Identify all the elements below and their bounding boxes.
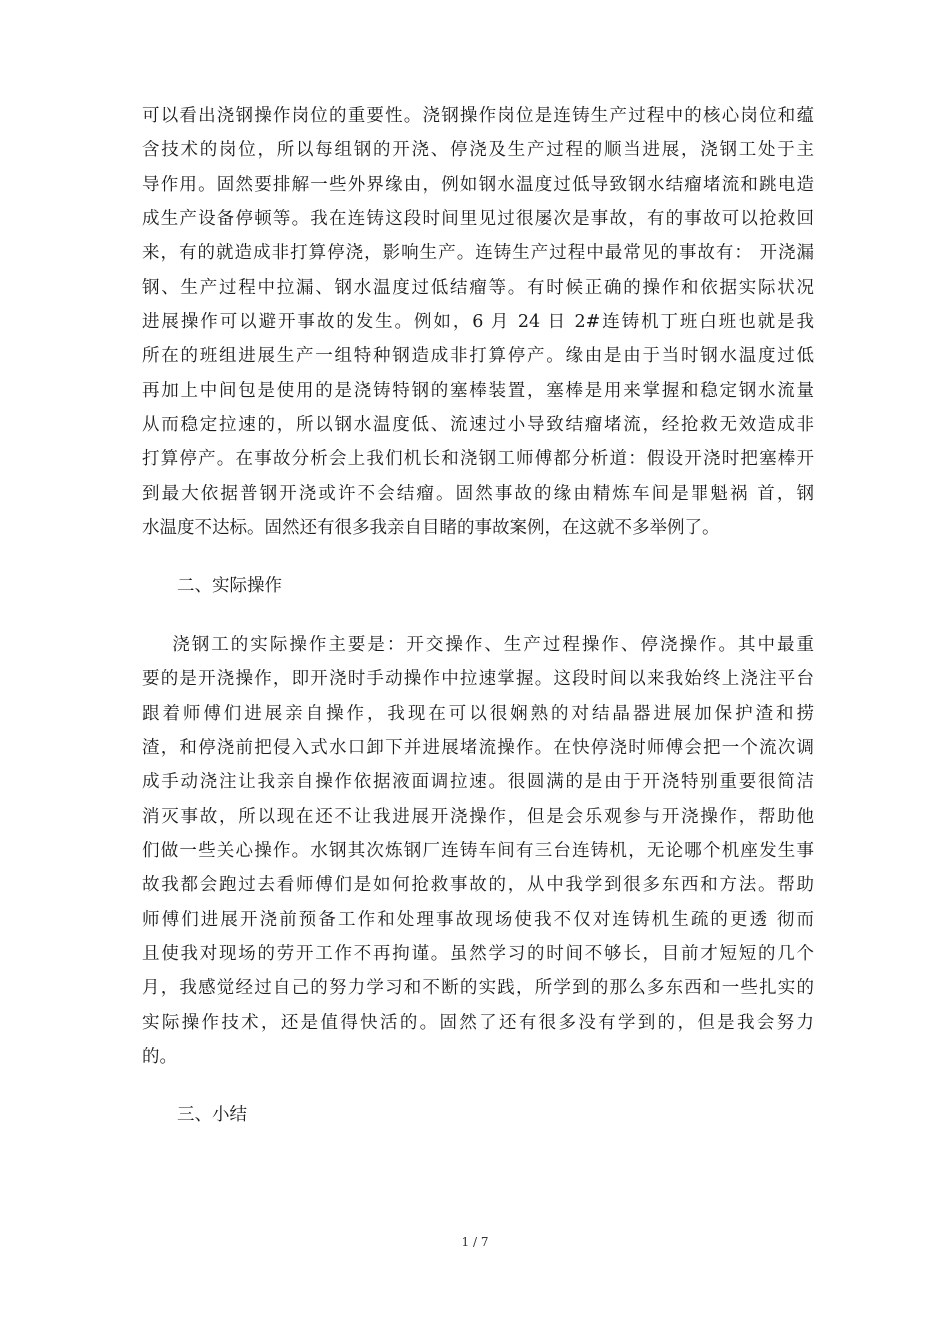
text-line: 到最大依据普钢开浇或许不会结瘤。固然事故的缘由精炼车间是罪魁祸 首，钢 — [142, 483, 814, 504]
text-line: 再加上中间包是使用的是浇铸特钢的塞棒装置，塞棒是用来掌握和稳定钢水流量 — [142, 380, 814, 401]
paragraph-spacer — [142, 1074, 814, 1098]
page-number: 1 / 7 — [461, 1235, 489, 1249]
text-line: 成手动浇注让我亲自操作依据液面调拉速。很圆满的是由于开浇特别重要很简洁 — [142, 772, 814, 793]
text-line: 打算停产。在事故分析会上我们机长和浇钢工师傅都分析道：假设开浇时把塞棒开 — [142, 449, 814, 470]
text-line: 钢、生产过程中拉漏、钢水温度过低结瘤等。有时候正确的操作和依据实际状况 — [142, 277, 814, 298]
text-line: 的。 — [142, 1046, 177, 1067]
text-line: 浇钢工的实际操作主要是：开交操作、生产过程操作、停浇操作。其中最重 — [142, 634, 814, 655]
text-line: 要的是开浇操作，即开浇时手动操作中拉速掌握。这段时间以来我始终上浇注平台 — [142, 669, 814, 690]
text-line: 消灭事故，所以现在还不让我进展开浇操作，但是会乐观参与开浇操作，帮助他 — [142, 806, 814, 827]
text-line: 从而稳定拉速的，所以钢水温度低、流速过小导致结瘤堵流，经抢救无效造成非 — [142, 415, 814, 436]
text-line: 师傅们进展开浇前预备工作和处理事故现场使我不仅对连铸机生疏的更透 彻而 — [142, 909, 814, 930]
text-line: 水温度不达标。固然还有很多我亲自目睹的事故案例，在这就不多举例了。 — [142, 518, 720, 539]
text-line: 且使我对现场的劳开工作不再拘谨。虽然学习的时间不够长，目前才短短的几个 — [142, 943, 814, 964]
paragraph-spacer — [142, 545, 814, 569]
text-line: 成生产设备停顿等。我在连铸这段时间里见过很屡次是事故，有的事故可以抢救回 — [142, 209, 814, 230]
text-line: 所在的班组进展生产一组特种钢造成非打算停产。缘由是由于当时钢水温度过低 — [142, 346, 814, 367]
text-line: 来，有的就造成非打算停浇，影响生产。连铸生产过程中最常见的事故有： 开浇漏 — [142, 243, 814, 264]
text-line: 跟着师傅们进展亲自操作，我现在可以很娴熟的对结晶器进展加保护渣和捞 — [142, 703, 814, 724]
text-line: 渣，和停浇前把侵入式水口卸下并进展堵流操作。在快停浇时师傅会把一个流次调 — [142, 737, 814, 758]
text-line: 们做一些关心操作。水钢其次炼钢厂连铸车间有三台连铸机，无论哪个机座发生事 — [142, 840, 814, 861]
text-line: 月，我感觉经过自己的努力学习和不断的实践，所学到的那么多东西和一些扎实的 — [142, 978, 814, 999]
section-heading-practical-operation: 二、实际操作 — [177, 576, 282, 597]
text-line: 进展操作可以避开事故的发生。例如，6 月 24 日 2#连铸机丁班白班也就是我 — [142, 312, 814, 333]
text-line: 导作用。固然要排解一些外界缘由，例如钢水温度过低导致钢水结瘤堵流和跳电造 — [142, 174, 814, 195]
text-line: 故我都会跑过去看师傅们是如何抢救事故的，从中我学到很多东西和方法。帮助 — [142, 875, 814, 896]
text-line: 可以看出浇钢操作岗位的重要性。浇钢操作岗位是连铸生产过程中的核心岗位和蕴 — [142, 106, 814, 126]
text-line: 含技术的岗位，所以每组钢的开浇、停浇及生产过程的顺当进展，浇钢工处于主 — [142, 140, 814, 161]
document-body — [142, 99, 814, 1133]
text-line: 实际操作技术，还是值得快活的。固然了还有很多没有学到的，但是我会努力 — [142, 1012, 814, 1033]
paragraph-practical-operation — [142, 628, 814, 1074]
paragraph-spacer — [142, 604, 814, 628]
paragraph-accident-analysis — [142, 99, 814, 545]
section-heading-summary: 三、小结 — [177, 1105, 247, 1126]
